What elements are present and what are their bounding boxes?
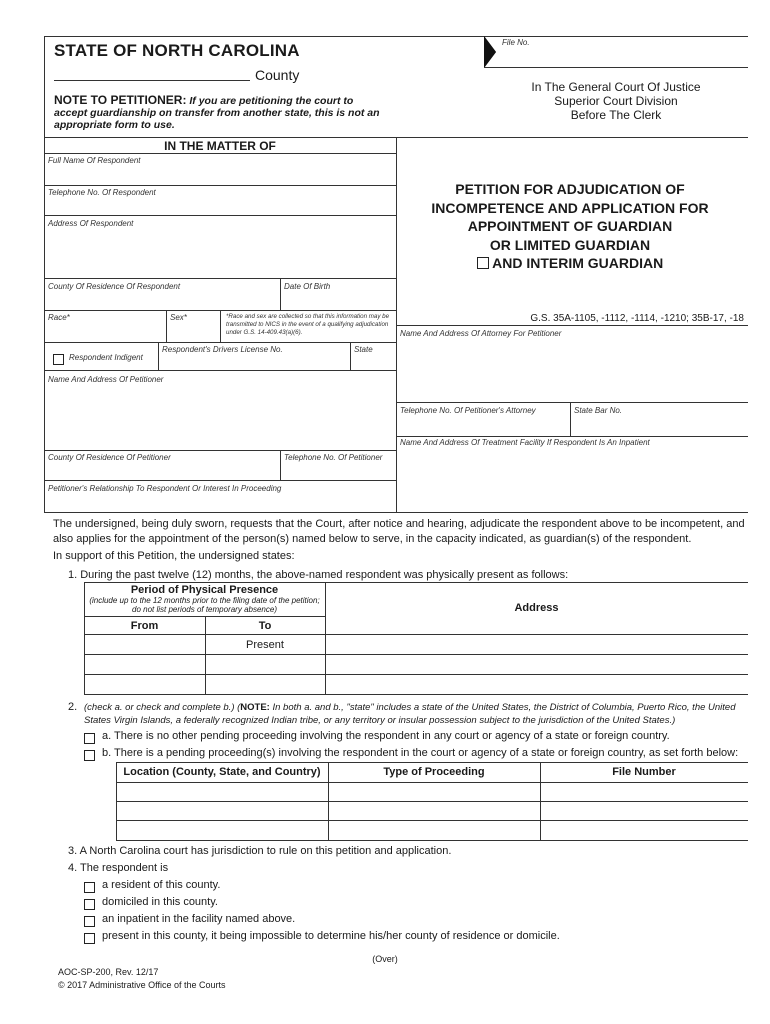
item-2-a: (check a. or check and complete b.) (	[84, 702, 241, 713]
file-cell-1[interactable]	[541, 783, 748, 801]
col-to: To	[258, 620, 272, 632]
present-county-label: present in this county, it being impossible to determine his/her county of residence or domicile.	[102, 930, 560, 942]
copyright: © 2017 Administrative Office of the Courts	[58, 980, 226, 990]
file-no-rule	[484, 67, 748, 68]
address-cell-1[interactable]	[326, 635, 748, 654]
facility-label: Name And Address Of Treatment Facility If Respondent Is An Inpatient	[400, 438, 650, 447]
telephone-field[interactable]	[44, 186, 396, 215]
bar-no-label: State Bar No.	[574, 406, 623, 415]
present-cell: Present	[246, 639, 284, 651]
item-2-note: NOTE:	[240, 702, 270, 713]
present-county-checkbox[interactable]	[84, 930, 95, 948]
to-cell-3[interactable]	[206, 675, 325, 694]
to-cell-2[interactable]	[206, 655, 325, 674]
race-label: Race*	[48, 313, 70, 322]
domiciled-label: domiciled in this county.	[102, 896, 218, 908]
item-2-number: 2.	[68, 701, 78, 713]
address-cell-2[interactable]	[326, 655, 748, 674]
location-cell-3[interactable]	[117, 821, 328, 840]
rule	[166, 310, 167, 342]
col-from: From	[130, 620, 159, 632]
domiciled-checkbox[interactable]	[84, 896, 95, 914]
note-text: If you are petitioning the court to accept guardianship on transfer from another state, this is not an appropriate form to use.	[54, 95, 380, 131]
over-label: (Over)	[372, 954, 398, 964]
sex-label: Sex*	[170, 313, 187, 322]
item-1: 1. During the past twelve (12) months, the above-named respondent was physically present as follows:	[68, 569, 569, 581]
col-location: Location (County, State, and Country)	[123, 766, 321, 778]
petitioner-name-label: Name And Address Of Petitioner	[48, 375, 164, 384]
telephone-label: Telephone No. Of Respondent	[48, 188, 156, 197]
item-4: 4. The respondent is	[68, 862, 169, 874]
court-line-3: Before The Clerk	[570, 108, 662, 122]
interim-guardian-checkbox[interactable]	[477, 257, 489, 269]
type-cell-3[interactable]	[329, 821, 540, 840]
rule	[116, 762, 748, 763]
rule	[396, 402, 748, 403]
item-2-text	[84, 701, 748, 727]
rule	[396, 325, 748, 326]
rule	[570, 402, 571, 436]
rule	[44, 450, 396, 451]
item-2-c: )	[672, 715, 676, 726]
file-no-label: File No.	[502, 38, 530, 47]
inpatient-checkbox[interactable]	[84, 913, 95, 931]
attorney-name-label: Name And Address Of Attorney For Petitioner	[400, 329, 562, 338]
rule	[280, 278, 281, 310]
rule	[44, 278, 396, 279]
file-cell-3[interactable]	[541, 821, 748, 840]
county-label: County	[255, 67, 300, 83]
court-line-2: Superior Court Division	[554, 94, 678, 108]
option-a-checkbox[interactable]	[84, 730, 95, 748]
resident-label: a resident of this county.	[102, 879, 221, 891]
title-line-4: OR LIMITED GUARDIAN	[489, 236, 651, 253]
rule	[84, 582, 748, 583]
rule	[44, 370, 396, 371]
note-label: NOTE TO PETITIONER:	[54, 93, 187, 107]
from-cell-2[interactable]	[85, 655, 205, 674]
col-file-number: File Number	[612, 766, 676, 778]
title-line-5: AND INTERIM GUARDIAN	[492, 255, 664, 271]
full-name-field[interactable]	[44, 154, 396, 185]
rule	[84, 616, 325, 617]
option-a-label: a. There is no other pending proceeding involving the respondent in any court or agency of a state or foreign country.	[102, 730, 670, 742]
statute-ref: G.S. 35A-1105, -1112, -1114, -1210; 35B-17, -18	[530, 313, 744, 324]
dob-label: Date Of Birth	[284, 282, 331, 291]
form-number: AOC-SP-200, Rev. 12/17	[58, 967, 159, 977]
rule	[84, 694, 748, 695]
tel-petitioner-label: Telephone No. Of Petitioner	[284, 453, 383, 462]
state-title: STATE OF NORTH CAROLINA	[54, 41, 300, 60]
from-cell-1[interactable]	[85, 635, 205, 654]
indigent-label: Respondent Indigent	[69, 353, 143, 362]
race-sex-note: *Race and sex are collected so that this information may be transmitted to NICS in the event of a qualifying adjudication under G.S. 14-409.43(a)(6).	[226, 313, 390, 336]
relationship-label: Petitioner's Relationship To Respondent Or Interest In Proceeding	[48, 484, 282, 493]
header-bottom-rule	[44, 512, 748, 513]
in-the-matter-of: IN THE MATTER OF	[164, 139, 276, 153]
rule	[396, 436, 748, 437]
file-cell-2[interactable]	[541, 802, 748, 820]
title-line-1: PETITION FOR ADJUDICATION OF	[455, 181, 685, 197]
col-address: Address	[514, 602, 559, 614]
resident-checkbox[interactable]	[84, 879, 95, 897]
rule	[44, 342, 396, 343]
item-3: 3. A North Carolina court has jurisdiction to rule on this petition and application.	[68, 845, 452, 857]
col-type: Type of Proceeding	[383, 766, 485, 778]
inpatient-label: an inpatient in the facility named above.	[102, 913, 296, 925]
top-rule	[44, 36, 748, 37]
court-line-1: In The General Court Of Justice	[531, 80, 701, 94]
county-petitioner-label: County Of Residence Of Petitioner	[48, 453, 171, 462]
period-heading: Period of Physical Presence	[130, 584, 279, 596]
petitioner-note	[54, 94, 384, 131]
from-cell-3[interactable]	[85, 675, 205, 694]
drivers-license-label: Respondent's Drivers License No.	[162, 345, 283, 354]
support-line: In support of this Petition, the undersigned states:	[53, 550, 295, 562]
full-name-label: Full Name Of Respondent	[48, 156, 141, 165]
rule	[116, 840, 748, 841]
title-line-2: INCOMPETENCE AND APPLICATION FOR	[431, 199, 709, 216]
option-b-checkbox[interactable]	[84, 747, 95, 765]
dl-state-label: State	[354, 345, 373, 354]
location-cell-1[interactable]	[117, 783, 328, 801]
rule	[350, 342, 351, 370]
title-line-3: APPOINTMENT OF GUARDIAN	[467, 218, 673, 234]
type-cell-1[interactable]	[329, 783, 540, 801]
rule	[220, 310, 221, 342]
intro-paragraph: The undersigned, being duly sworn, requests that the Court, after notice and hearing, adjudicate the respondent above to be incompetent, and also applies for the appointment of the person(s) named below to serve, in the capacity indicated, as guardian(s) of the respondent.	[53, 518, 745, 545]
county-blank	[54, 80, 250, 81]
location-cell-2[interactable]	[117, 802, 328, 820]
address-field[interactable]	[44, 216, 396, 278]
rule	[280, 450, 281, 480]
option-b-label: b. There is a pending proceeding(s) involving the respondent in the court or agency of a state or foreign country, as set forth below:	[102, 747, 739, 759]
indigent-checkbox[interactable]	[53, 351, 64, 369]
rule	[44, 480, 396, 481]
period-subheading: (include up to the 12 months prior to the filing date of the petition; do not list periods of temporary absence)	[89, 596, 320, 614]
petition-title	[400, 180, 740, 273]
attorney-tel-label: Telephone No. Of Petitioner's Attorney	[400, 406, 536, 415]
item-2-b: In both a. and b., "state" includes a state of the United States, the District of Columbia, Puerto Rico, the United States Virgin Islands, a federally recognized Indian tribe, or any territory or insular possession subject to the jurisdiction of the United States.	[84, 702, 736, 726]
address-cell-3[interactable]	[326, 675, 748, 694]
address-label: Address Of Respondent	[48, 219, 134, 228]
rule	[158, 342, 159, 370]
type-cell-2[interactable]	[329, 802, 540, 820]
county-residence-label: County Of Residence Of Respondent	[48, 282, 181, 291]
